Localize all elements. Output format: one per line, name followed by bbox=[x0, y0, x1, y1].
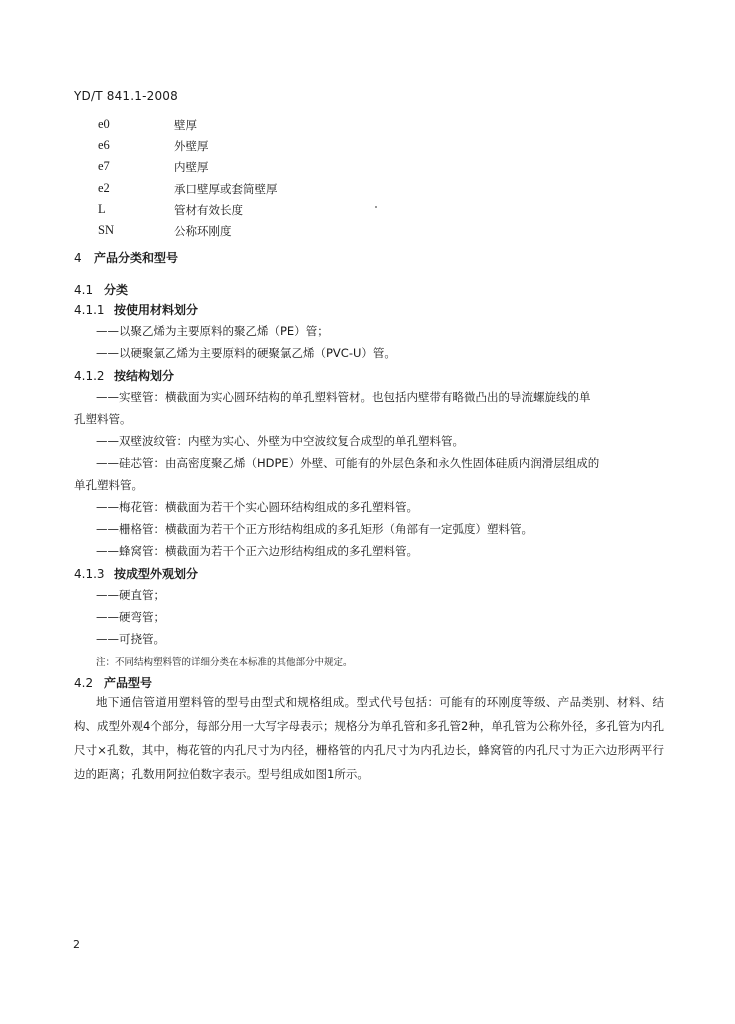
list-item: ——栅格管：横截面为若干个正方形结构组成的多孔矩形（角部有一定弧度）塑料管。 bbox=[96, 522, 533, 536]
list-item: ——梅花管：横截面为若干个实心圆环结构组成的多孔塑料管。 bbox=[96, 500, 418, 514]
symbol-description: 承口壁厚或套筒壁厚 bbox=[174, 182, 278, 196]
list-item: ——硬弯管； bbox=[96, 610, 165, 624]
list-item: ——蜂窝管：横截面为若干个正六边形结构组成的多孔塑料管。 bbox=[96, 544, 418, 558]
note-text: 注：不同结构塑料管的详细分类在本标准的其他部分中规定。 bbox=[96, 657, 353, 668]
symbol: e7 bbox=[98, 159, 110, 173]
section-title: 按结构划分 bbox=[114, 369, 175, 383]
section-number: 4.2 bbox=[74, 676, 94, 690]
section-number: 4 bbox=[74, 251, 82, 265]
symbol-description: 壁厚 bbox=[174, 118, 197, 132]
list-item: ——实壁管：横截面为实心圆环结构的单孔塑料管材。也包括内壁带有略微凸出的导流螺旋线的单 bbox=[96, 390, 591, 404]
list-item: ——硬直管； bbox=[96, 588, 165, 602]
section-title: 按使用材料划分 bbox=[114, 303, 199, 317]
section-number: 4.1.2 bbox=[74, 369, 105, 383]
symbol-description: 公称环刚度 bbox=[174, 224, 232, 238]
section-title: 分类 bbox=[104, 283, 129, 297]
standard-code-header: YD/T 841.1-2008 bbox=[74, 89, 178, 103]
symbol: e2 bbox=[98, 181, 110, 195]
symbol-description: 内壁厚 bbox=[174, 160, 209, 174]
section-title: 按成型外观划分 bbox=[114, 567, 199, 581]
section-number: 4.1 bbox=[74, 283, 94, 297]
section-number: 4.1.1 bbox=[74, 303, 105, 317]
page-number: 2 bbox=[73, 938, 80, 951]
list-item: ——以聚乙烯为主要原料的聚乙烯（PE）管； bbox=[96, 324, 329, 338]
symbol: L bbox=[98, 202, 106, 216]
section-heading-4-1-3 bbox=[74, 565, 198, 582]
section-heading-4 bbox=[74, 249, 178, 266]
scan-speck bbox=[375, 206, 377, 208]
symbol: SN bbox=[98, 223, 114, 237]
section-heading-4-2 bbox=[74, 674, 152, 691]
list-item: ——可挠管。 bbox=[96, 632, 165, 646]
list-item-continuation: 单孔塑料管。 bbox=[74, 478, 143, 492]
section-heading-4-1-2 bbox=[74, 367, 174, 384]
section-title: 产品型号 bbox=[104, 676, 153, 690]
section-heading-4-1 bbox=[74, 281, 128, 298]
body-paragraph: 地下通信管道用塑料管的型号由型式和规格组成。型式代号包括：可能有的环刚度等级、产品类别、材料、结构、成型外观4个部分，每部分用一大写字母表示；规格分为单孔管和多孔管2种，单孔管为公称外径，多孔管为内孔尺寸×孔数，其中，梅花管的内孔尺寸为内径，栅格管的内孔尺寸为内孔边长，蜂窝管的内孔尺寸为正六边形两平行边的距离；孔数用阿拉伯数字表示。型号组成如图1所示。 bbox=[74, 695, 664, 781]
section-heading-4-1-1 bbox=[74, 301, 198, 318]
list-item: ——硅芯管：由高密度聚乙烯（HDPE）外壁、可能有的外层色条和永久性固体硅质内润滑层组成的 bbox=[96, 456, 600, 470]
symbol-description: 管材有效长度 bbox=[174, 203, 243, 217]
list-item: ——双壁波纹管：内壁为实心、外壁为中空波纹复合成型的单孔塑料管。 bbox=[96, 434, 464, 448]
symbol-description: 外壁厚 bbox=[174, 139, 209, 153]
list-item-continuation: 孔塑料管。 bbox=[74, 412, 132, 426]
section-number: 4.1.3 bbox=[74, 567, 105, 581]
symbol: e0 bbox=[98, 117, 110, 131]
symbol: e6 bbox=[98, 138, 110, 152]
list-item: ——以硬聚氯乙烯为主要原料的硬聚氯乙烯（PVC-U）管。 bbox=[96, 346, 396, 360]
section-title: 产品分类和型号 bbox=[94, 251, 179, 265]
